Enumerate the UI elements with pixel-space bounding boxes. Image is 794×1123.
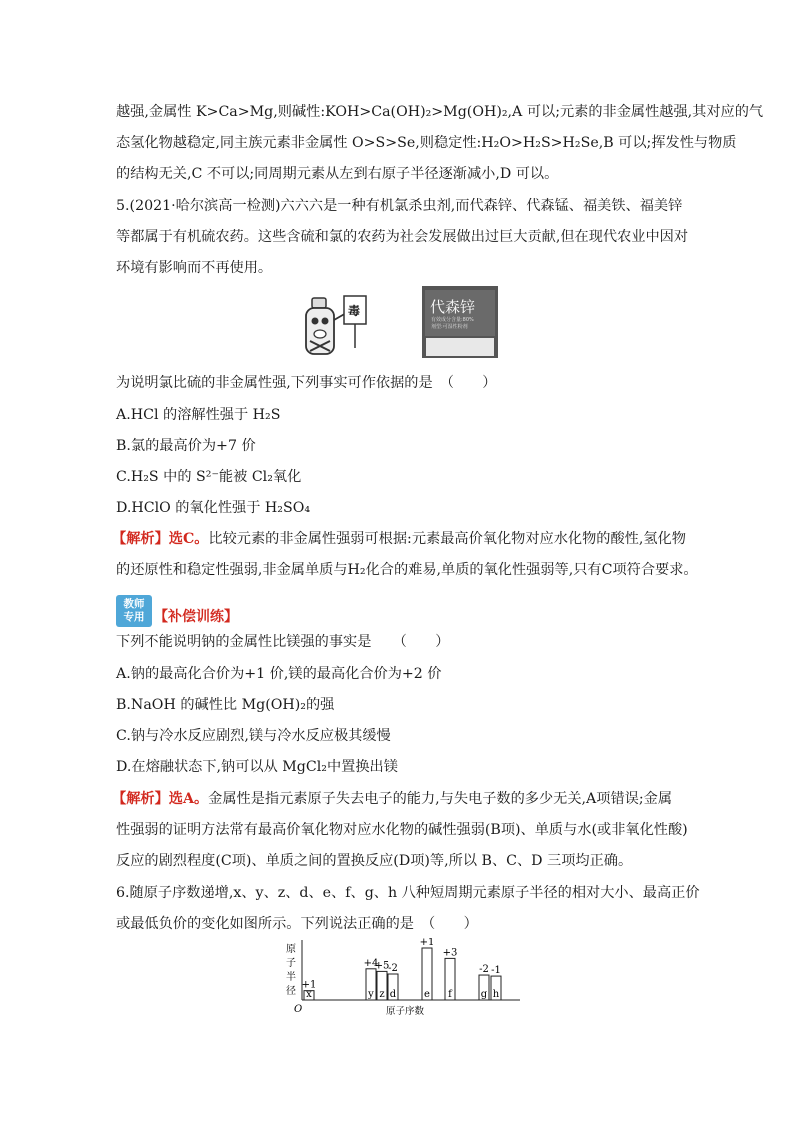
question-5-stem: 5.(2021·哈尔滨高一检测)六六六是一种有机氯杀虫剂,而代森锌、代森锰、福美铁、福美锌 (116, 198, 683, 214)
chart-bars (302, 938, 501, 1000)
bar-label: z (379, 989, 385, 1000)
bar-label: x (306, 989, 312, 1000)
answer-tag: 【解析】选A。 (112, 791, 209, 807)
option-a: A.HCl 的溶解性强于 H₂S (116, 407, 281, 423)
option-b: B.氯的最高价为+7 价 (116, 438, 256, 454)
answer-explanation: 性强弱的证明方法常有最高价氧化物对应水化物的碱性强弱(B项)、单质与水(或非氧化性酸) (116, 822, 688, 838)
answer-text: 比较元素的非金属性强弱可根据:元素最高价氧化物对应水化物的酸性,氢化物 (208, 531, 686, 547)
question-5-stem: 环境有影响而不再使用。 (116, 260, 273, 276)
x-axis-label: 原子序数 (386, 1006, 425, 1017)
bar-label: g (480, 989, 488, 1000)
text-line: 的结构无关,C 不可以;同周期元素从左到右原子半径逐渐减小,D 可以。 (116, 166, 559, 182)
option-d: D.HClO 的氧化性强于 H₂SO₄ (116, 500, 311, 516)
y-axis-label: 原 (286, 944, 296, 955)
valence-label: -2 (388, 963, 398, 974)
option-c: C.H₂S 中的 S²⁻能被 Cl₂氧化 (116, 469, 302, 485)
text-line: 态氢化物越稳定,同主族元素非金属性 O>S>Se,则稳定性:H₂O>H₂S>H₂Se,B 可以;挥发性与物质 (116, 135, 737, 151)
y-axis-label: 径 (286, 986, 296, 997)
question-5-stem: 等都属于有机硫农药。这些含硫和氯的农药为社会发展做出过巨大贡献,但在现代农业中因对 (116, 229, 689, 245)
answer-explanation (112, 789, 672, 809)
radius-valence-chart (280, 938, 540, 1024)
supplementary-training-tag: 【补偿训练】 (154, 609, 238, 625)
poison-sign-text: 毒 (348, 304, 361, 318)
badge-text: 教师 (123, 598, 145, 610)
teacher-only-badge (116, 595, 152, 627)
text-line: 越强,金属性 K>Ca>Mg,则碱性:KOH>Ca(OH)₂>Mg(OH)₂,A 可以;元素的非金属性越强,其对应的气 (116, 104, 764, 120)
valence-label: +4 (363, 957, 379, 969)
option-c: C.钠与冷水反应剧烈,镁与冷水反应极其缓慢 (116, 728, 391, 744)
valence-label: -1 (491, 965, 501, 977)
valence-label: +1 (419, 938, 435, 948)
valence-label: +1 (301, 979, 317, 991)
package-title: 代森锌 (430, 298, 476, 316)
bar-label: f (448, 989, 452, 1000)
y-axis-label: 子 (286, 958, 296, 969)
question-5-prompt: 为说明氯比硫的非金属性强,下列事实可作依据的是 （ ） (116, 375, 497, 391)
option-b: B.NaOH 的碱性比 Mg(OH)₂的强 (116, 697, 335, 713)
answer-text: 金属性是指元素原子失去电子的能力,与失电子数的多少无关,A项错误;金属 (208, 791, 673, 807)
answer-tag: 【解析】选C。 (112, 531, 209, 547)
poison-bottle-image (300, 288, 380, 360)
badge-text: 专用 (123, 611, 145, 623)
bar-label: e (424, 989, 430, 1000)
y-axis-label: 半 (286, 972, 296, 983)
valence-label: +3 (442, 947, 458, 959)
package-subtitle: 有效成分含量:80% (431, 317, 474, 323)
valence-label: -2 (479, 964, 489, 976)
bar-label: h (492, 989, 500, 1000)
answer-explanation: 反应的剧烈程度(C项)、单质之间的置换反应(D项)等,所以 B、C、D 三项均正确。 (116, 853, 633, 869)
bar-label: d (389, 989, 397, 1000)
origin-label: O (294, 1004, 303, 1015)
package-subtitle: 剂型:可湿性粉剂 (431, 324, 468, 330)
option-d: D.在熔融状态下,钠可以从 MgCl₂中置换出镁 (116, 759, 398, 775)
question-6-stem: 或最低负价的变化如图所示。下列说法正确的是 （ ） (116, 916, 478, 932)
answer-explanation: 的还原性和稳定性强弱,非金属单质与H₂化合的难易,单质的氧化性强弱等,只有C项符合要求。 (116, 562, 698, 578)
valence-label: +5 (374, 960, 390, 972)
option-a: A.钠的最高化合价为+1 价,镁的最高化合价为+2 价 (116, 666, 442, 682)
bar-label: y (368, 989, 374, 1000)
answer-explanation (112, 529, 686, 549)
supplementary-question: 下列不能说明钠的金属性比镁强的事实是 （ ） (116, 634, 450, 650)
pesticide-package-image (422, 286, 498, 358)
question-6-stem: 6.随原子序数递增,x、y、z、d、e、f、g、h 八种短周期元素原子半径的相对大小、最高正价 (116, 885, 700, 901)
